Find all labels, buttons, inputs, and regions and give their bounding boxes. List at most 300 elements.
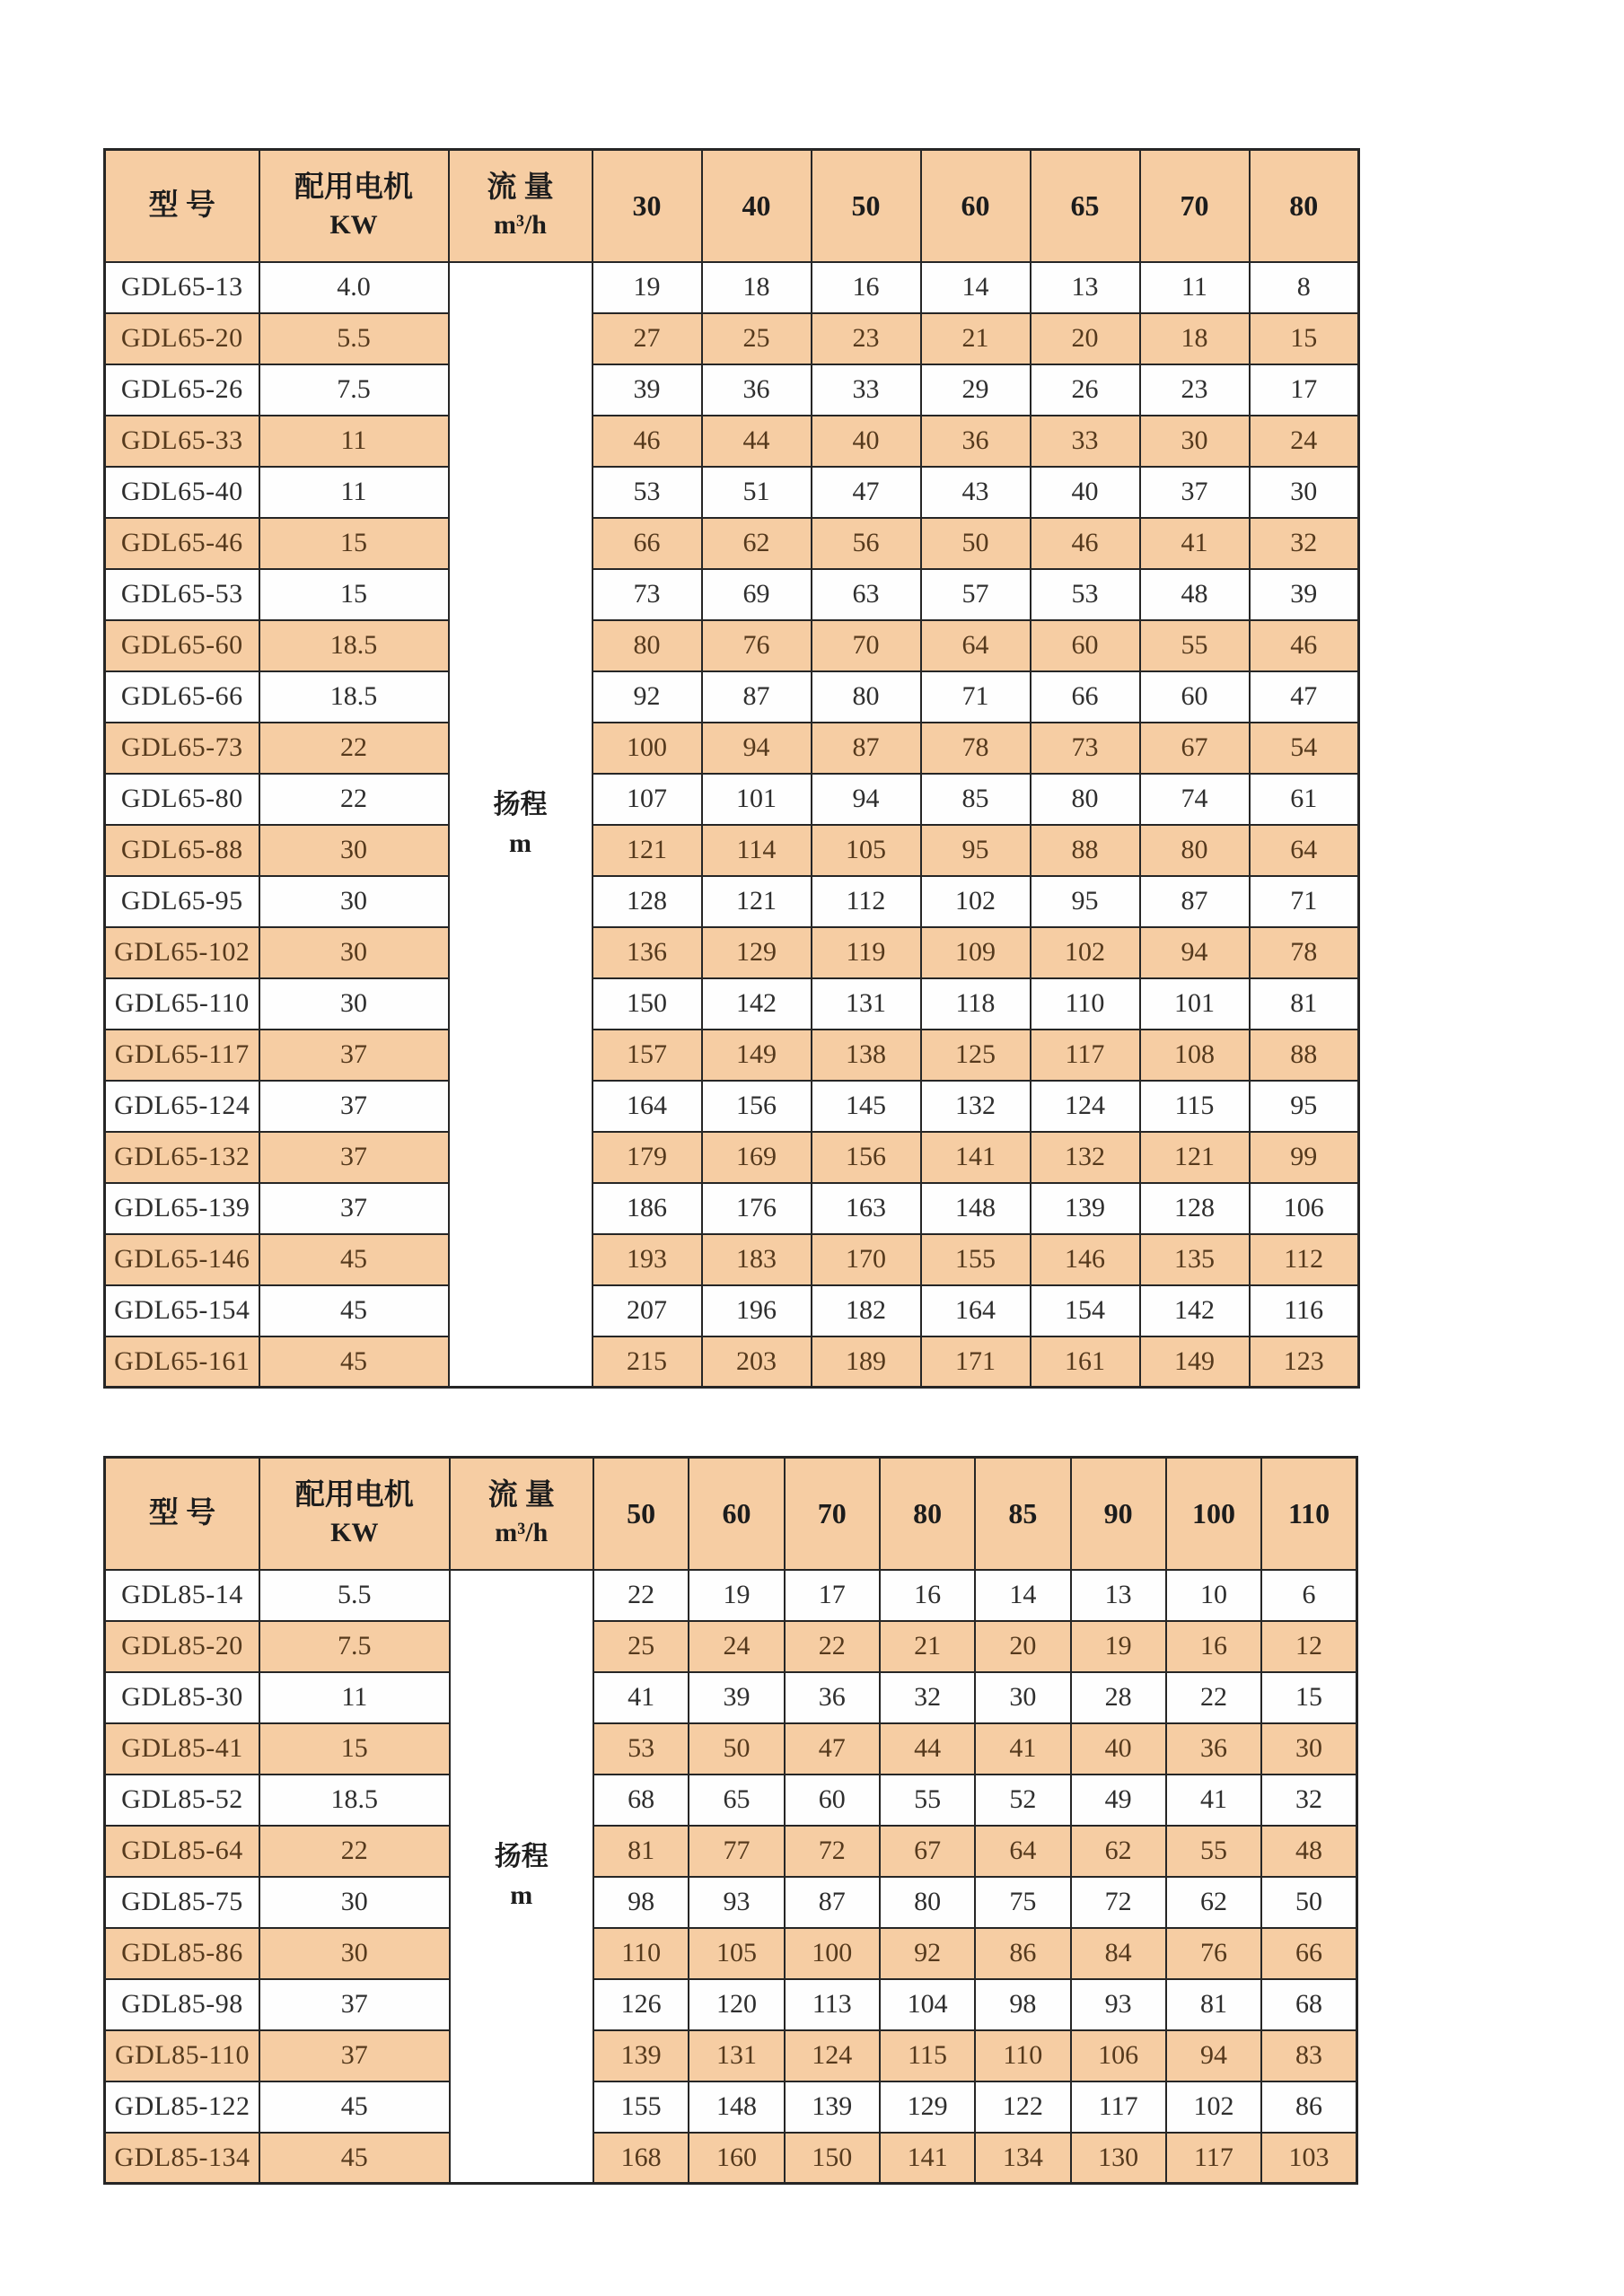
- head-value-cell: 80: [593, 620, 702, 671]
- head-value-cell: 94: [702, 723, 812, 774]
- head-value-cell: 66: [1261, 1928, 1356, 1979]
- head-value-cell: 131: [812, 978, 921, 1030]
- motor-kw-cell: 37: [259, 1081, 449, 1132]
- head-value-cell: 53: [1031, 569, 1140, 620]
- head-value-cell: 43: [921, 467, 1031, 518]
- head-value-cell: 33: [1031, 416, 1140, 467]
- head-value-cell: 62: [1166, 1877, 1261, 1928]
- head-value-cell: 26: [1031, 364, 1140, 416]
- head-value-cell: 68: [1261, 1979, 1356, 2030]
- model-cell: GDL85-30: [105, 1672, 259, 1723]
- head-value-cell: 112: [812, 876, 921, 927]
- model-cell: GDL65-88: [105, 825, 259, 876]
- motor-kw-cell: 45: [259, 1285, 449, 1336]
- table-row-GDL65-117: [105, 1030, 1359, 1081]
- model-cell: GDL65-53: [105, 569, 259, 620]
- table-row-GDL85-98: [105, 1979, 1357, 2030]
- head-value-cell: 33: [812, 364, 921, 416]
- head-m-merged-cell: [450, 1570, 593, 2184]
- model-cell: GDL65-161: [105, 1336, 259, 1388]
- model-cell: GDL65-66: [105, 671, 259, 723]
- head-value-cell: 163: [812, 1183, 921, 1234]
- flow-rate-header-80: 80: [880, 1458, 975, 1570]
- head-value-cell: 141: [880, 2133, 975, 2184]
- model-cell: GDL85-64: [105, 1826, 259, 1877]
- head-value-cell: 135: [1140, 1234, 1250, 1285]
- head-value-cell: 115: [1140, 1081, 1250, 1132]
- head-value-cell: 14: [921, 262, 1031, 313]
- head-value-cell: 87: [702, 671, 812, 723]
- head-value-cell: 32: [880, 1672, 975, 1723]
- model-cell: GDL85-52: [105, 1775, 259, 1826]
- head-value-cell: 18: [702, 262, 812, 313]
- model-cell: GDL85-98: [105, 1979, 259, 2030]
- table-row-GDL85-30: [105, 1672, 1357, 1723]
- head-value-cell: 16: [812, 262, 921, 313]
- head-value-cell: 53: [593, 1723, 689, 1775]
- table-row-GDL65-46: [105, 518, 1359, 569]
- table-row-GDL85-64: [105, 1826, 1357, 1877]
- motor-kw-cell: 37: [259, 1183, 449, 1234]
- head-value-cell: 124: [785, 2030, 880, 2081]
- model-cell: GDL85-14: [105, 1570, 259, 1621]
- model-cell: GDL85-122: [105, 2081, 259, 2133]
- head-value-cell: 29: [921, 364, 1031, 416]
- motor-kw-cell: 15: [259, 569, 449, 620]
- motor-kw-cell: 22: [259, 774, 449, 825]
- model-cell: GDL65-132: [105, 1132, 259, 1183]
- head-value-cell: 39: [593, 364, 702, 416]
- head-value-cell: 19: [689, 1570, 784, 1621]
- head-value-cell: 139: [593, 2030, 689, 2081]
- head-unit: m: [510, 1880, 533, 1911]
- table-row-GDL65-102: [105, 927, 1359, 978]
- model-column-header: 型 号: [105, 1458, 259, 1570]
- model-cell: GDL65-33: [105, 416, 259, 467]
- head-value-cell: 88: [1250, 1030, 1359, 1081]
- motor-kw-cell: 5.5: [259, 313, 449, 364]
- head-value-cell: 93: [689, 1877, 784, 1928]
- table-row-GDL85-20: [105, 1621, 1357, 1672]
- head-value-cell: 36: [785, 1672, 880, 1723]
- pump-spec-table-gdl65: [103, 148, 1360, 1389]
- head-value-cell: 39: [689, 1672, 784, 1723]
- head-value-cell: 63: [812, 569, 921, 620]
- head-value-cell: 95: [921, 825, 1031, 876]
- head-value-cell: 92: [880, 1928, 975, 1979]
- head-value-cell: 128: [593, 876, 702, 927]
- motor-kw-column-header: [259, 150, 449, 262]
- head-value-cell: 37: [1140, 467, 1250, 518]
- head-value-cell: 54: [1250, 723, 1359, 774]
- head-value-cell: 55: [880, 1775, 975, 1826]
- table-row-GDL65-60: [105, 620, 1359, 671]
- head-value-cell: 72: [1071, 1877, 1166, 1928]
- table-row-GDL65-26: [105, 364, 1359, 416]
- head-value-cell: 6: [1261, 1570, 1356, 1621]
- head-value-cell: 168: [593, 2133, 689, 2184]
- table-row-GDL65-80: [105, 774, 1359, 825]
- head-value-cell: 128: [1140, 1183, 1250, 1234]
- head-value-cell: 95: [1031, 876, 1140, 927]
- head-unit: m: [509, 828, 531, 859]
- head-value-cell: 23: [812, 313, 921, 364]
- motor-kw-cell: 11: [259, 416, 449, 467]
- head-value-cell: 11: [1140, 262, 1250, 313]
- head-value-cell: 48: [1140, 569, 1250, 620]
- head-value-cell: 87: [812, 723, 921, 774]
- flow-rate-header-30: 30: [593, 150, 702, 262]
- head-value-cell: 131: [689, 2030, 784, 2081]
- head-value-cell: 103: [1261, 2133, 1356, 2184]
- head-value-cell: 107: [593, 774, 702, 825]
- head-value-cell: 179: [593, 1132, 702, 1183]
- motor-kw-cell: 18.5: [259, 1775, 450, 1826]
- head-value-cell: 154: [1031, 1285, 1140, 1336]
- table-row-GDL65-73: [105, 723, 1359, 774]
- pump-spec-table-gdl85: [103, 1456, 1358, 2185]
- table-row-GDL65-124: [105, 1081, 1359, 1132]
- table-row-GDL65-132: [105, 1132, 1359, 1183]
- model-cell: GDL65-146: [105, 1234, 259, 1285]
- head-value-cell: 110: [1031, 978, 1140, 1030]
- table-row-GDL85-86: [105, 1928, 1357, 1979]
- head-value-cell: 60: [1031, 620, 1140, 671]
- head-value-cell: 64: [1250, 825, 1359, 876]
- head-value-cell: 18: [1140, 313, 1250, 364]
- head-value-cell: 41: [1166, 1775, 1261, 1826]
- head-value-cell: 176: [702, 1183, 812, 1234]
- head-value-cell: 193: [593, 1234, 702, 1285]
- table-row-GDL85-75: [105, 1877, 1357, 1928]
- head-value-cell: 36: [921, 416, 1031, 467]
- head-value-cell: 46: [1250, 620, 1359, 671]
- head-value-cell: 74: [1140, 774, 1250, 825]
- head-value-cell: 62: [702, 518, 812, 569]
- table-row-GDL65-13: [105, 262, 1359, 313]
- head-value-cell: 52: [975, 1775, 1070, 1826]
- flow-header-unit: m³/h: [495, 1518, 549, 1548]
- model-cell: GDL65-139: [105, 1183, 259, 1234]
- head-value-cell: 21: [880, 1621, 975, 1672]
- motor-kw-cell: 30: [259, 1928, 450, 1979]
- head-value-cell: 36: [702, 364, 812, 416]
- flow-rate-header-70: 70: [1140, 150, 1250, 262]
- motor-kw-cell: 4.0: [259, 262, 449, 313]
- head-value-cell: 19: [593, 262, 702, 313]
- head-value-cell: 108: [1140, 1030, 1250, 1081]
- head-value-cell: 86: [1261, 2081, 1356, 2133]
- motor-kw-cell: 37: [259, 2030, 450, 2081]
- head-value-cell: 30: [975, 1672, 1070, 1723]
- motor-kw-cell: 30: [259, 876, 449, 927]
- motor-kw-cell: 15: [259, 518, 449, 569]
- head-label: 扬程: [494, 1841, 549, 1871]
- head-value-cell: 19: [1071, 1621, 1166, 1672]
- model-cell: GDL65-80: [105, 774, 259, 825]
- head-value-cell: 129: [880, 2081, 975, 2133]
- table-row-GDL65-88: [105, 825, 1359, 876]
- head-value-cell: 189: [812, 1336, 921, 1388]
- motor-kw-cell: 11: [259, 1672, 450, 1723]
- head-value-cell: 22: [1166, 1672, 1261, 1723]
- head-value-cell: 69: [702, 569, 812, 620]
- head-value-cell: 134: [975, 2133, 1070, 2184]
- head-value-cell: 14: [975, 1570, 1070, 1621]
- head-value-cell: 67: [1140, 723, 1250, 774]
- head-value-cell: 60: [785, 1775, 880, 1826]
- table-row-GDL65-110: [105, 978, 1359, 1030]
- motor-header-line2: KW: [329, 210, 378, 241]
- head-value-cell: 155: [593, 2081, 689, 2133]
- table-row-GDL65-53: [105, 569, 1359, 620]
- motor-kw-cell: 30: [259, 825, 449, 876]
- head-value-cell: 150: [593, 978, 702, 1030]
- flow-column-header: [449, 150, 593, 262]
- head-value-cell: 66: [1031, 671, 1140, 723]
- head-value-cell: 102: [921, 876, 1031, 927]
- flow-rate-header-85: 85: [975, 1458, 1070, 1570]
- flow-rate-header-40: 40: [702, 150, 812, 262]
- head-value-cell: 50: [921, 518, 1031, 569]
- head-value-cell: 70: [812, 620, 921, 671]
- head-value-cell: 94: [812, 774, 921, 825]
- head-value-cell: 157: [593, 1030, 702, 1081]
- head-value-cell: 81: [1166, 1979, 1261, 2030]
- head-value-cell: 129: [702, 927, 812, 978]
- motor-kw-cell: 15: [259, 1723, 450, 1775]
- head-value-cell: 39: [1250, 569, 1359, 620]
- head-value-cell: 46: [593, 416, 702, 467]
- head-value-cell: 116: [1250, 1285, 1359, 1336]
- motor-kw-column-header: [259, 1458, 450, 1570]
- head-value-cell: 80: [1140, 825, 1250, 876]
- head-value-cell: 130: [1071, 2133, 1166, 2184]
- head-value-cell: 17: [785, 1570, 880, 1621]
- head-value-cell: 114: [702, 825, 812, 876]
- motor-kw-cell: 37: [259, 1979, 450, 2030]
- head-value-cell: 56: [812, 518, 921, 569]
- motor-kw-cell: 30: [259, 1877, 450, 1928]
- flow-rate-header-100: 100: [1166, 1458, 1261, 1570]
- head-value-cell: 68: [593, 1775, 689, 1826]
- model-cell: GDL85-110: [105, 2030, 259, 2081]
- head-value-cell: 148: [689, 2081, 784, 2133]
- head-value-cell: 170: [812, 1234, 921, 1285]
- head-value-cell: 71: [1250, 876, 1359, 927]
- head-value-cell: 62: [1071, 1826, 1166, 1877]
- motor-kw-cell: 7.5: [259, 364, 449, 416]
- flow-rate-header-60: 60: [689, 1458, 784, 1570]
- motor-kw-cell: 45: [259, 1234, 449, 1285]
- table-header-row: [105, 1458, 1357, 1570]
- head-value-cell: 46: [1031, 518, 1140, 569]
- model-cell: GDL65-60: [105, 620, 259, 671]
- head-value-cell: 148: [921, 1183, 1031, 1234]
- head-value-cell: 182: [812, 1285, 921, 1336]
- head-value-cell: 171: [921, 1336, 1031, 1388]
- head-value-cell: 87: [1140, 876, 1250, 927]
- table-row-GDL65-139: [105, 1183, 1359, 1234]
- head-value-cell: 22: [785, 1621, 880, 1672]
- head-value-cell: 80: [1031, 774, 1140, 825]
- head-value-cell: 73: [1031, 723, 1140, 774]
- head-value-cell: 80: [812, 671, 921, 723]
- flow-rate-header-70: 70: [785, 1458, 880, 1570]
- flow-header-line1: 流 量: [487, 171, 554, 204]
- head-value-cell: 15: [1261, 1672, 1356, 1723]
- model-cell: GDL85-86: [105, 1928, 259, 1979]
- table-row-GDL85-122: [105, 2081, 1357, 2133]
- model-cell: GDL65-13: [105, 262, 259, 313]
- table-row-GDL85-110: [105, 2030, 1357, 2081]
- head-value-cell: 44: [880, 1723, 975, 1775]
- head-value-cell: 65: [689, 1775, 784, 1826]
- head-value-cell: 155: [921, 1234, 1031, 1285]
- head-value-cell: 100: [593, 723, 702, 774]
- head-value-cell: 81: [1250, 978, 1359, 1030]
- motor-kw-cell: 18.5: [259, 671, 449, 723]
- head-value-cell: 48: [1261, 1826, 1356, 1877]
- table-row-GDL85-52: [105, 1775, 1357, 1826]
- head-value-cell: 94: [1140, 927, 1250, 978]
- motor-kw-cell: 22: [259, 1826, 450, 1877]
- head-value-cell: 25: [593, 1621, 689, 1672]
- motor-kw-cell: 11: [259, 467, 449, 518]
- head-value-cell: 87: [785, 1877, 880, 1928]
- head-value-cell: 67: [880, 1826, 975, 1877]
- head-value-cell: 106: [1071, 2030, 1166, 2081]
- model-cell: GDL65-110: [105, 978, 259, 1030]
- table-row-GDL65-161: [105, 1336, 1359, 1388]
- motor-kw-cell: 18.5: [259, 620, 449, 671]
- head-value-cell: 94: [1166, 2030, 1261, 2081]
- head-value-cell: 183: [702, 1234, 812, 1285]
- model-cell: GDL85-41: [105, 1723, 259, 1775]
- head-value-cell: 50: [689, 1723, 784, 1775]
- head-value-cell: 142: [702, 978, 812, 1030]
- motor-kw-cell: 45: [259, 2081, 450, 2133]
- head-value-cell: 110: [593, 1928, 689, 1979]
- head-value-cell: 25: [702, 313, 812, 364]
- head-value-cell: 138: [812, 1030, 921, 1081]
- head-value-cell: 71: [921, 671, 1031, 723]
- head-value-cell: 105: [812, 825, 921, 876]
- model-cell: GDL65-40: [105, 467, 259, 518]
- head-value-cell: 121: [1140, 1132, 1250, 1183]
- head-value-cell: 24: [1250, 416, 1359, 467]
- motor-header-line1: 配用电机: [294, 171, 413, 204]
- head-value-cell: 78: [921, 723, 1031, 774]
- head-value-cell: 110: [975, 2030, 1070, 2081]
- head-value-cell: 95: [1250, 1081, 1359, 1132]
- head-value-cell: 86: [975, 1928, 1070, 1979]
- head-value-cell: 41: [975, 1723, 1070, 1775]
- head-value-cell: 122: [975, 2081, 1070, 2133]
- model-cell: GDL65-20: [105, 313, 259, 364]
- flow-rate-header-90: 90: [1071, 1458, 1166, 1570]
- head-value-cell: 16: [880, 1570, 975, 1621]
- model-cell: GDL65-154: [105, 1285, 259, 1336]
- head-value-cell: 156: [702, 1081, 812, 1132]
- head-value-cell: 117: [1166, 2133, 1261, 2184]
- head-value-cell: 160: [689, 2133, 784, 2184]
- head-value-cell: 117: [1031, 1030, 1140, 1081]
- head-value-cell: 117: [1071, 2081, 1166, 2133]
- head-value-cell: 83: [1261, 2030, 1356, 2081]
- head-value-cell: 27: [593, 313, 702, 364]
- table-row-GDL85-14: [105, 1570, 1357, 1621]
- head-value-cell: 40: [1031, 467, 1140, 518]
- head-value-cell: 15: [1250, 313, 1359, 364]
- head-value-cell: 17: [1250, 364, 1359, 416]
- head-value-cell: 85: [921, 774, 1031, 825]
- head-value-cell: 156: [812, 1132, 921, 1183]
- head-value-cell: 21: [921, 313, 1031, 364]
- head-value-cell: 164: [593, 1081, 702, 1132]
- head-value-cell: 8: [1250, 262, 1359, 313]
- head-value-cell: 23: [1140, 364, 1250, 416]
- head-value-cell: 145: [812, 1081, 921, 1132]
- motor-kw-cell: 22: [259, 723, 449, 774]
- table-row-GDL65-66: [105, 671, 1359, 723]
- head-value-cell: 77: [689, 1826, 784, 1877]
- head-value-cell: 121: [702, 876, 812, 927]
- head-value-cell: 40: [1071, 1723, 1166, 1775]
- head-value-cell: 78: [1250, 927, 1359, 978]
- motor-header-line1: 配用电机: [294, 1478, 414, 1512]
- head-value-cell: 126: [593, 1979, 689, 2030]
- head-value-cell: 139: [1031, 1183, 1140, 1234]
- flow-rate-header-80: 80: [1250, 150, 1359, 262]
- table-row-GDL65-154: [105, 1285, 1359, 1336]
- head-value-cell: 118: [921, 978, 1031, 1030]
- head-value-cell: 169: [702, 1132, 812, 1183]
- head-value-cell: 101: [1140, 978, 1250, 1030]
- model-cell: GDL85-75: [105, 1877, 259, 1928]
- motor-kw-cell: 45: [259, 2133, 450, 2184]
- table-row-GDL85-41: [105, 1723, 1357, 1775]
- model-cell: GDL65-26: [105, 364, 259, 416]
- head-value-cell: 121: [593, 825, 702, 876]
- head-value-cell: 106: [1250, 1183, 1359, 1234]
- head-value-cell: 51: [702, 467, 812, 518]
- head-value-cell: 32: [1250, 518, 1359, 569]
- motor-kw-cell: 37: [259, 1030, 449, 1081]
- flow-rate-header-65: 65: [1031, 150, 1140, 262]
- head-value-cell: 53: [593, 467, 702, 518]
- model-cell: GDL65-46: [105, 518, 259, 569]
- head-value-cell: 104: [880, 1979, 975, 2030]
- head-value-cell: 36: [1166, 1723, 1261, 1775]
- flow-rate-header-60: 60: [921, 150, 1031, 262]
- head-value-cell: 88: [1031, 825, 1140, 876]
- head-value-cell: 13: [1031, 262, 1140, 313]
- model-cell: GDL85-134: [105, 2133, 259, 2184]
- model-cell: GDL65-95: [105, 876, 259, 927]
- head-value-cell: 12: [1261, 1621, 1356, 1672]
- head-value-cell: 55: [1166, 1826, 1261, 1877]
- head-value-cell: 76: [702, 620, 812, 671]
- head-value-cell: 120: [689, 1979, 784, 2030]
- model-cell: GDL85-20: [105, 1621, 259, 1672]
- motor-kw-cell: 7.5: [259, 1621, 450, 1672]
- head-value-cell: 44: [702, 416, 812, 467]
- table-header-row: [105, 150, 1359, 262]
- table-row-GDL65-40: [105, 467, 1359, 518]
- motor-header-line2: KW: [330, 1518, 379, 1548]
- head-value-cell: 93: [1071, 1979, 1166, 2030]
